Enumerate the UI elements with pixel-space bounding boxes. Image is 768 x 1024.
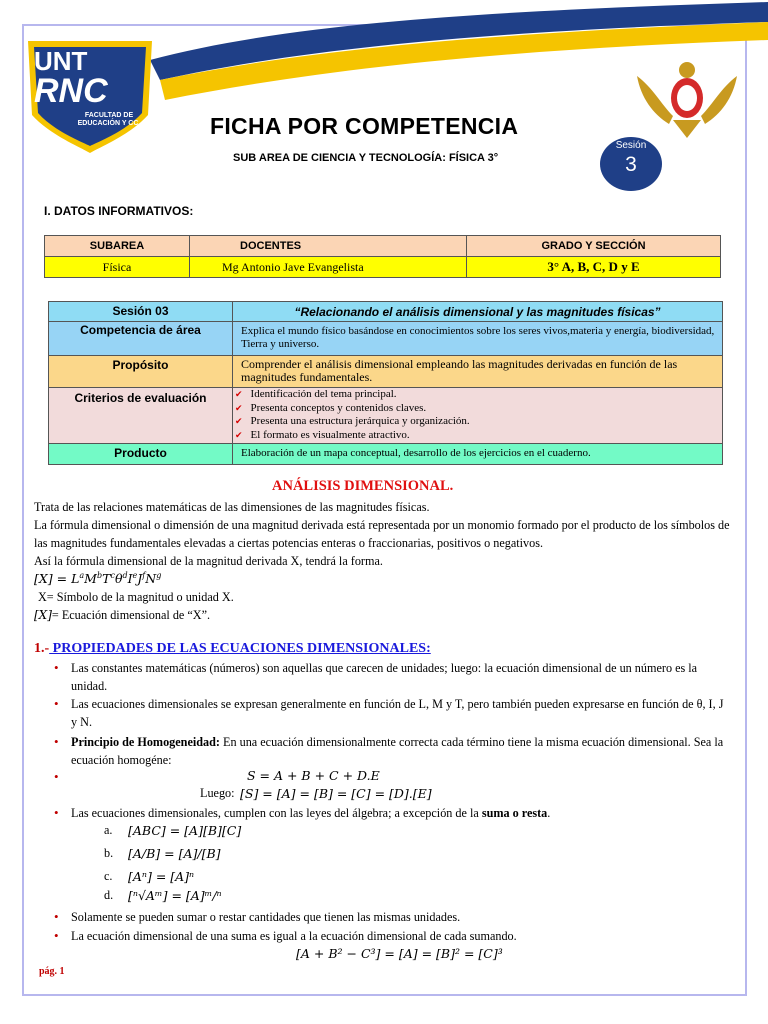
equation-luego: [S] = [A] = [B] = [C] = [D].[E] [240, 786, 432, 801]
value-competencia: Explica el mundo físico basándose en conocimientos sobre los seres vivos,materia y energía, biodiversidad, Tierra y universo. [233, 322, 723, 356]
session-badge [600, 137, 662, 191]
info-table-row [45, 257, 721, 278]
bullet-suma: • La ecuación dimensional de una suma es igual a la ecuación dimensional de cada sumando. [71, 927, 731, 945]
item-letter: a. [104, 823, 113, 837]
label-sesion: Sesión 03 [49, 302, 233, 322]
criterio-item: ✔ Presenta una estructura jerárquica y organización. [237, 415, 722, 429]
page-number: pág. 1 [39, 966, 65, 977]
heading-propiedades-number: 1.- [34, 641, 50, 656]
session-badge-number: 3 [625, 153, 637, 176]
value-criterios [233, 388, 723, 444]
item-expression: [ABC] = [A][B][C] [128, 823, 242, 838]
logo-text-unt: UNT [34, 46, 88, 76]
header-docentes: DOCENTES [190, 236, 467, 257]
algebra-item-d [104, 888, 222, 903]
item-letter: d. [104, 888, 114, 902]
bullet-sumar-restar: • Solamente se pueden sumar o restar cantidades que tienen las mismas unidades. [71, 908, 731, 926]
luego-label: Luego: [200, 786, 235, 800]
page-title: FICHA POR COMPETENCIA [210, 113, 519, 139]
item-letter: c. [104, 869, 113, 883]
value-grado: 3° A, B, C, D y E [467, 257, 721, 278]
criterio-item: ✔ Identificación del tema principal. [237, 388, 722, 402]
criterios-list [237, 388, 722, 442]
item-expression: [A/B] = [A]/[B] [128, 846, 221, 861]
row-sesion [49, 302, 723, 322]
criterio-item: ✔ Presenta conceptos y contenidos claves. [237, 402, 722, 416]
bullet-funcion: • Las ecuaciones dimensionales se expresan generalmente en función de L, M y T, pero también pueden expresarse en función de θ, I, J y N. [71, 695, 731, 731]
label-competencia: Competencia de área [49, 322, 233, 356]
logo-text-rnc: RNC [34, 72, 108, 110]
row-criterios [49, 388, 723, 444]
session-badge-label: Sesión [615, 140, 647, 151]
heading-propiedades [34, 641, 431, 657]
heading-propiedades-title: PROPIEDADES DE LAS ECUACIONES DIMENSIONALES: [49, 641, 431, 656]
value-proposito: Comprender el análisis dimensional empleando las magnitudes derivadas en función de las magnitudes fundamentales. [233, 356, 723, 388]
paragraph-analisis-3: Así la fórmula dimensional de la magnitud derivada X, tendrá la forma. [34, 554, 383, 568]
equation-suma: [A + B² − C³] = [A] = [B]² = [C]³ [296, 946, 503, 961]
equation-homogenea: S = A + B + C + D.E [247, 768, 380, 783]
heading-analisis: ANÁLISIS DIMENSIONAL. [272, 478, 454, 494]
algebra-text: Las ecuaciones dimensionales, cumplen con las leyes del álgebra; a excepción de la [71, 806, 482, 820]
label-proposito: Propósito [49, 356, 233, 388]
algebra-end: . [547, 806, 551, 820]
paragraph-analisis-2: La fórmula dimensional o dimensión de una magnitud derivada está representada por un monomio formado por el producto de los símbolos de las magnitudes fundamentales elevadas a ciertas potencias enteras o fraccionarias, positivos o negativos. [34, 518, 730, 550]
criterio-item: ✔ El formato es visualmente atractivo. [237, 429, 722, 443]
x-equation-prefix: [X] [34, 608, 52, 622]
section-heading-datos: I. DATOS INFORMATIVOS: [44, 204, 194, 218]
x-equation-text: = Ecuación dimensional de “X”. [51, 608, 211, 622]
header-subarea: SUBAREA [45, 236, 190, 257]
bullet-constantes: • Las constantes matemáticas (números) son aquellas que carecen de unidades; luego: la ecuación dimensional de un número es la unidad. [71, 659, 731, 695]
item-expression: [ⁿ√Aᵐ] = [A]ᵐ/ⁿ [128, 888, 222, 903]
bullet-homogeneidad [71, 733, 731, 769]
algebra-item-c [104, 869, 195, 884]
value-subarea: Física [45, 257, 190, 278]
row-proposito [49, 356, 723, 388]
item-letter: b. [104, 846, 114, 860]
bullet-algebra [71, 804, 731, 822]
row-competencia [49, 322, 723, 356]
dimensional-formula: $[X] = L^aM^bT^c\theta^dI^eJ^fN^g$ [34, 571, 162, 587]
header-grado: GRADO Y SECCIÓN [467, 236, 721, 257]
homogeneidad-text: En una ecuación dimensionalmente correcta cada término tiene la misma ecuación dimensional. Sea la ecuación homogéne: [71, 735, 724, 767]
logo-text-faculty: FACULTAD DE EDUCACIÓN Y CC. [77, 112, 141, 127]
label-criterios: Criterios de evaluación [49, 388, 233, 444]
university-seal-icon [633, 58, 741, 142]
item-expression: [Aⁿ] = [A]ⁿ [128, 869, 195, 884]
paragraph-analisis-1: Trata de las relaciones matemáticas de las dimensiones de las magnitudes físicas. [34, 500, 430, 514]
x-symbol-definition: X= Símbolo de la magnitud o unidad X. [38, 590, 234, 604]
session-table [48, 301, 723, 465]
info-table-header [45, 236, 721, 257]
row-producto [49, 444, 723, 465]
x-equation-definition [34, 606, 734, 624]
label-producto: Producto [49, 444, 233, 465]
session-title: “Relacionando el análisis dimensional y las magnitudes físicas” [233, 302, 723, 322]
algebra-item-b [104, 846, 221, 861]
algebra-item-a [104, 823, 242, 838]
value-docentes: Mg Antonio Jave Evangelista [190, 257, 467, 278]
formula-lhs: [X] = [34, 571, 72, 587]
homogeneidad-label: Principio de Homogeneidad: [71, 735, 220, 749]
page-subtitle: SUB AREA DE CIENCIA Y TECNOLOGÍA: FÍSICA 3° [233, 152, 499, 164]
value-producto: Elaboración de un mapa conceptual, desarrollo de los ejercicios en el cuaderno. [233, 444, 723, 465]
info-table [44, 235, 721, 278]
algebra-bold: suma o resta [481, 806, 548, 820]
